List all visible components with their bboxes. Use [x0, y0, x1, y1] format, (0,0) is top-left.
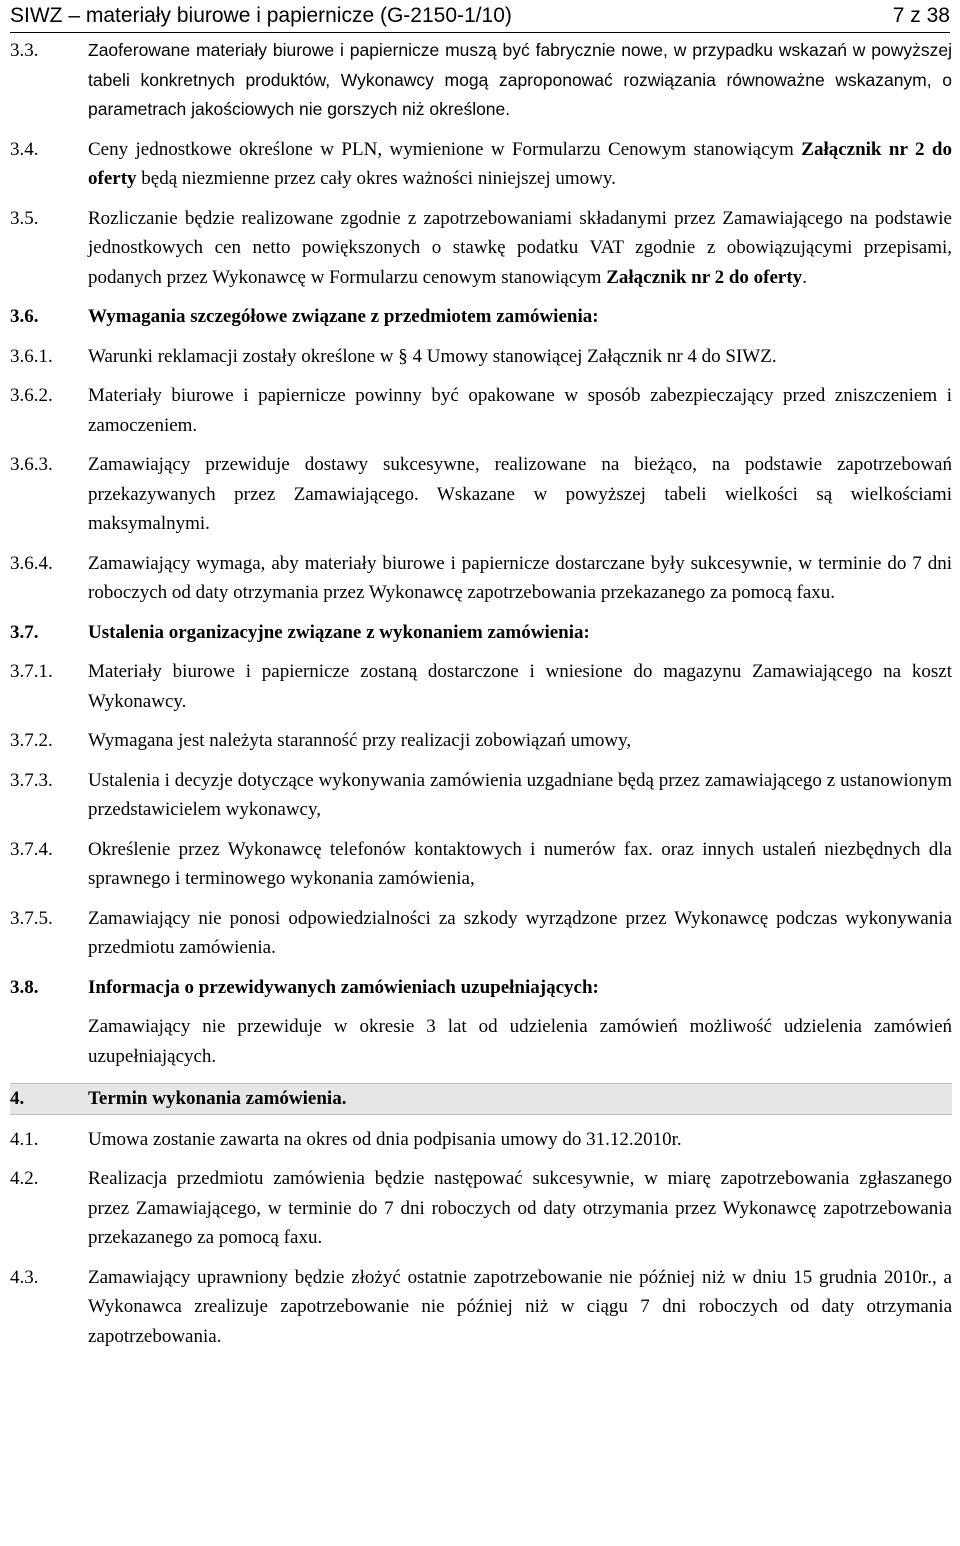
item-number: 3.8. [10, 976, 39, 998]
item-number: 3.6.4. [10, 552, 53, 574]
item-text: Ustalenia i decyzje dotyczące wykonywania zamówienia uzgadniane będą przez zamawiającego z ustanowionym przedstawicielem wykonawcy, [88, 769, 952, 820]
item-number: 3.7. [10, 621, 39, 643]
section-3-6-heading [10, 302, 952, 332]
item-number: 4. [10, 1088, 25, 1109]
item-number: 4.3. [10, 1266, 39, 1288]
item-text: Zamawiający wymaga, aby materiały biurowe i papiernicze dostarczane były sukcesywnie, w terminie do 7 dni roboczych od daty otrzymania przez Wykonawcę zapotrzebowania przekazanego za pomocą faxu. [88, 552, 952, 603]
item-text: Umowa zostanie zawarta na okres od dnia podpisania umowy do 31.12.2010r. [88, 1128, 682, 1150]
item-number: 4.1. [10, 1128, 39, 1150]
item-text: Wymagana jest należyta staranność przy realizacji zobowiązań umowy, [88, 730, 632, 751]
item-text [88, 135, 952, 194]
item-number: 3.7.5. [10, 907, 53, 929]
item-text: Zamawiający przewiduje dostawy sukcesywne, realizowane na bieżąco, na podstawie zapotrzebowań przekazywanych przez Zamawiającego. Wskazane w powyższej tabeli wielkości są wielkościami maksymalnymi. [88, 454, 952, 534]
item-4-3 [10, 1263, 952, 1352]
item-text: Realizacja przedmiotu zamówienia będzie następować sukcesywnie, w miarę zapotrzebowania zgłaszanego przez Zamawiającego, w terminie do 7 dni roboczych od daty otrzymania przez Wykonawcę zapotrzebowania przekazanego za pomocą faxu. [88, 1168, 952, 1248]
page-number: 7 z 38 [892, 4, 950, 27]
page-header [10, 2, 950, 33]
item-3-6-1 [10, 342, 952, 372]
item-text: Zaoferowane materiały biurowe i papiernicze muszą być fabrycznie nowe, w przypadku wskazań w powyższej tabeli konkretnych produktów, Wykonawcy mogą zaproponować rozwiązania równoważne wskazanym, o parametrach jakościowych nie gorszych niż określone. [88, 40, 952, 119]
section-3-7-heading [10, 618, 952, 648]
item-number: 3.6. [10, 306, 39, 327]
item-number: 3.6.3. [10, 454, 53, 475]
item-3-7-5 [10, 904, 952, 963]
item-text-part: będą niezmienne przez cały okres ważności niniejszej umowy. [136, 168, 616, 189]
item-3-7-3 [10, 766, 952, 825]
item-number: 3.6.2. [10, 385, 53, 406]
item-text-part: Rozliczanie będzie realizowane zgodnie z zapotrzebowaniami składanymi przez Zamawiającego na podstawie jednostkowych cen netto powiększonych o stawkę podatku VAT zgodnie z obowiązującymi przepisami, podanych przez Wykonawcę w Formularzu cenowym stanowiącym [88, 207, 952, 288]
item-3-7-1 [10, 657, 952, 716]
document-title: SIWZ – materiały biurowe i papiernicze (G-2150-1/10) [10, 4, 512, 27]
item-3-7-4 [10, 835, 952, 894]
item-text-part: . [802, 266, 807, 288]
item-number: 3.5. [10, 207, 39, 229]
item-3-4 [10, 135, 952, 194]
item-text: Określenie przez Wykonawcę telefonów kontaktowych i numerów fax. oraz innych ustaleń niezbędnych dla sprawnego i terminowego wykonania zamówienia, [88, 838, 952, 889]
item-text-part: Ceny jednostkowe określone w PLN, wymienione w Formularzu Cenowym stanowiącym [88, 138, 802, 160]
item-number: 3.3. [10, 40, 39, 61]
paragraph-3-8: Zamawiający nie przewiduje w okresie 3 lat od udzielenia zamówień możliwość udzielenia zamówień uzupełniających. [88, 1016, 952, 1067]
section-heading: Ustalenia organizacyjne związane z wykonaniem zamówienia: [88, 621, 590, 643]
item-3-7-2 [10, 726, 952, 756]
section-4-heading [10, 1083, 952, 1115]
section-heading: Termin wykonania zamówienia. [88, 1088, 347, 1109]
item-4-1 [10, 1125, 952, 1155]
item-text: Zamawiający nie ponosi odpowiedzialności za szkody wyrządzone przez Wykonawcę podczas wykonywania przedmiotu zamówienia. [88, 907, 952, 958]
item-text: Warunki reklamacji zostały określone w § 4 Umowy stanowiącej Załącznik nr 4 do SIWZ. [88, 345, 777, 367]
item-number: 3.7.2. [10, 730, 53, 751]
item-number: 3.7.1. [10, 661, 53, 682]
attachment-reference: Załącznik nr 2 do oferty [606, 266, 803, 288]
item-3-6-3 [10, 450, 952, 539]
item-4-2 [10, 1164, 952, 1253]
item-text: Materiały biurowe i papiernicze powinny być opakowane w sposób zabezpieczający przed zniszczeniem i zamoczeniem. [88, 385, 952, 436]
item-3-5 [10, 204, 952, 293]
attachment-reference: Załącznik nr 2 do oferty [88, 138, 952, 189]
item-number: 3.7.3. [10, 769, 53, 791]
item-text: Zamawiający uprawniony będzie złożyć ostatnie zapotrzebowanie nie później niż w dniu 15 grudnia 2010r., a Wykonawca zrealizuje zapotrzebowanie nie później niż w ciągu 7 dni roboczych od daty otrzymania zapotrzebowania. [88, 1266, 952, 1347]
section-heading: Wymagania szczegółowe związane z przedmiotem zamówienia: [88, 306, 599, 327]
item-text [88, 204, 952, 293]
document-body [10, 36, 952, 1351]
item-number: 3.6.1. [10, 345, 53, 367]
item-number: 4.2. [10, 1168, 39, 1189]
item-3-6-2 [10, 381, 952, 440]
item-number: 3.4. [10, 138, 39, 160]
item-3-3 [10, 36, 952, 125]
item-3-6-4 [10, 549, 952, 608]
item-text: Materiały biurowe i papiernicze zostaną dostarczone i wniesione do magazynu Zamawiającego na koszt Wykonawcy. [88, 661, 952, 712]
item-number: 3.7.4. [10, 838, 53, 860]
section-heading: Informacja o przewidywanych zamówieniach uzupełniających: [88, 976, 599, 998]
section-3-8-heading [10, 973, 952, 1003]
